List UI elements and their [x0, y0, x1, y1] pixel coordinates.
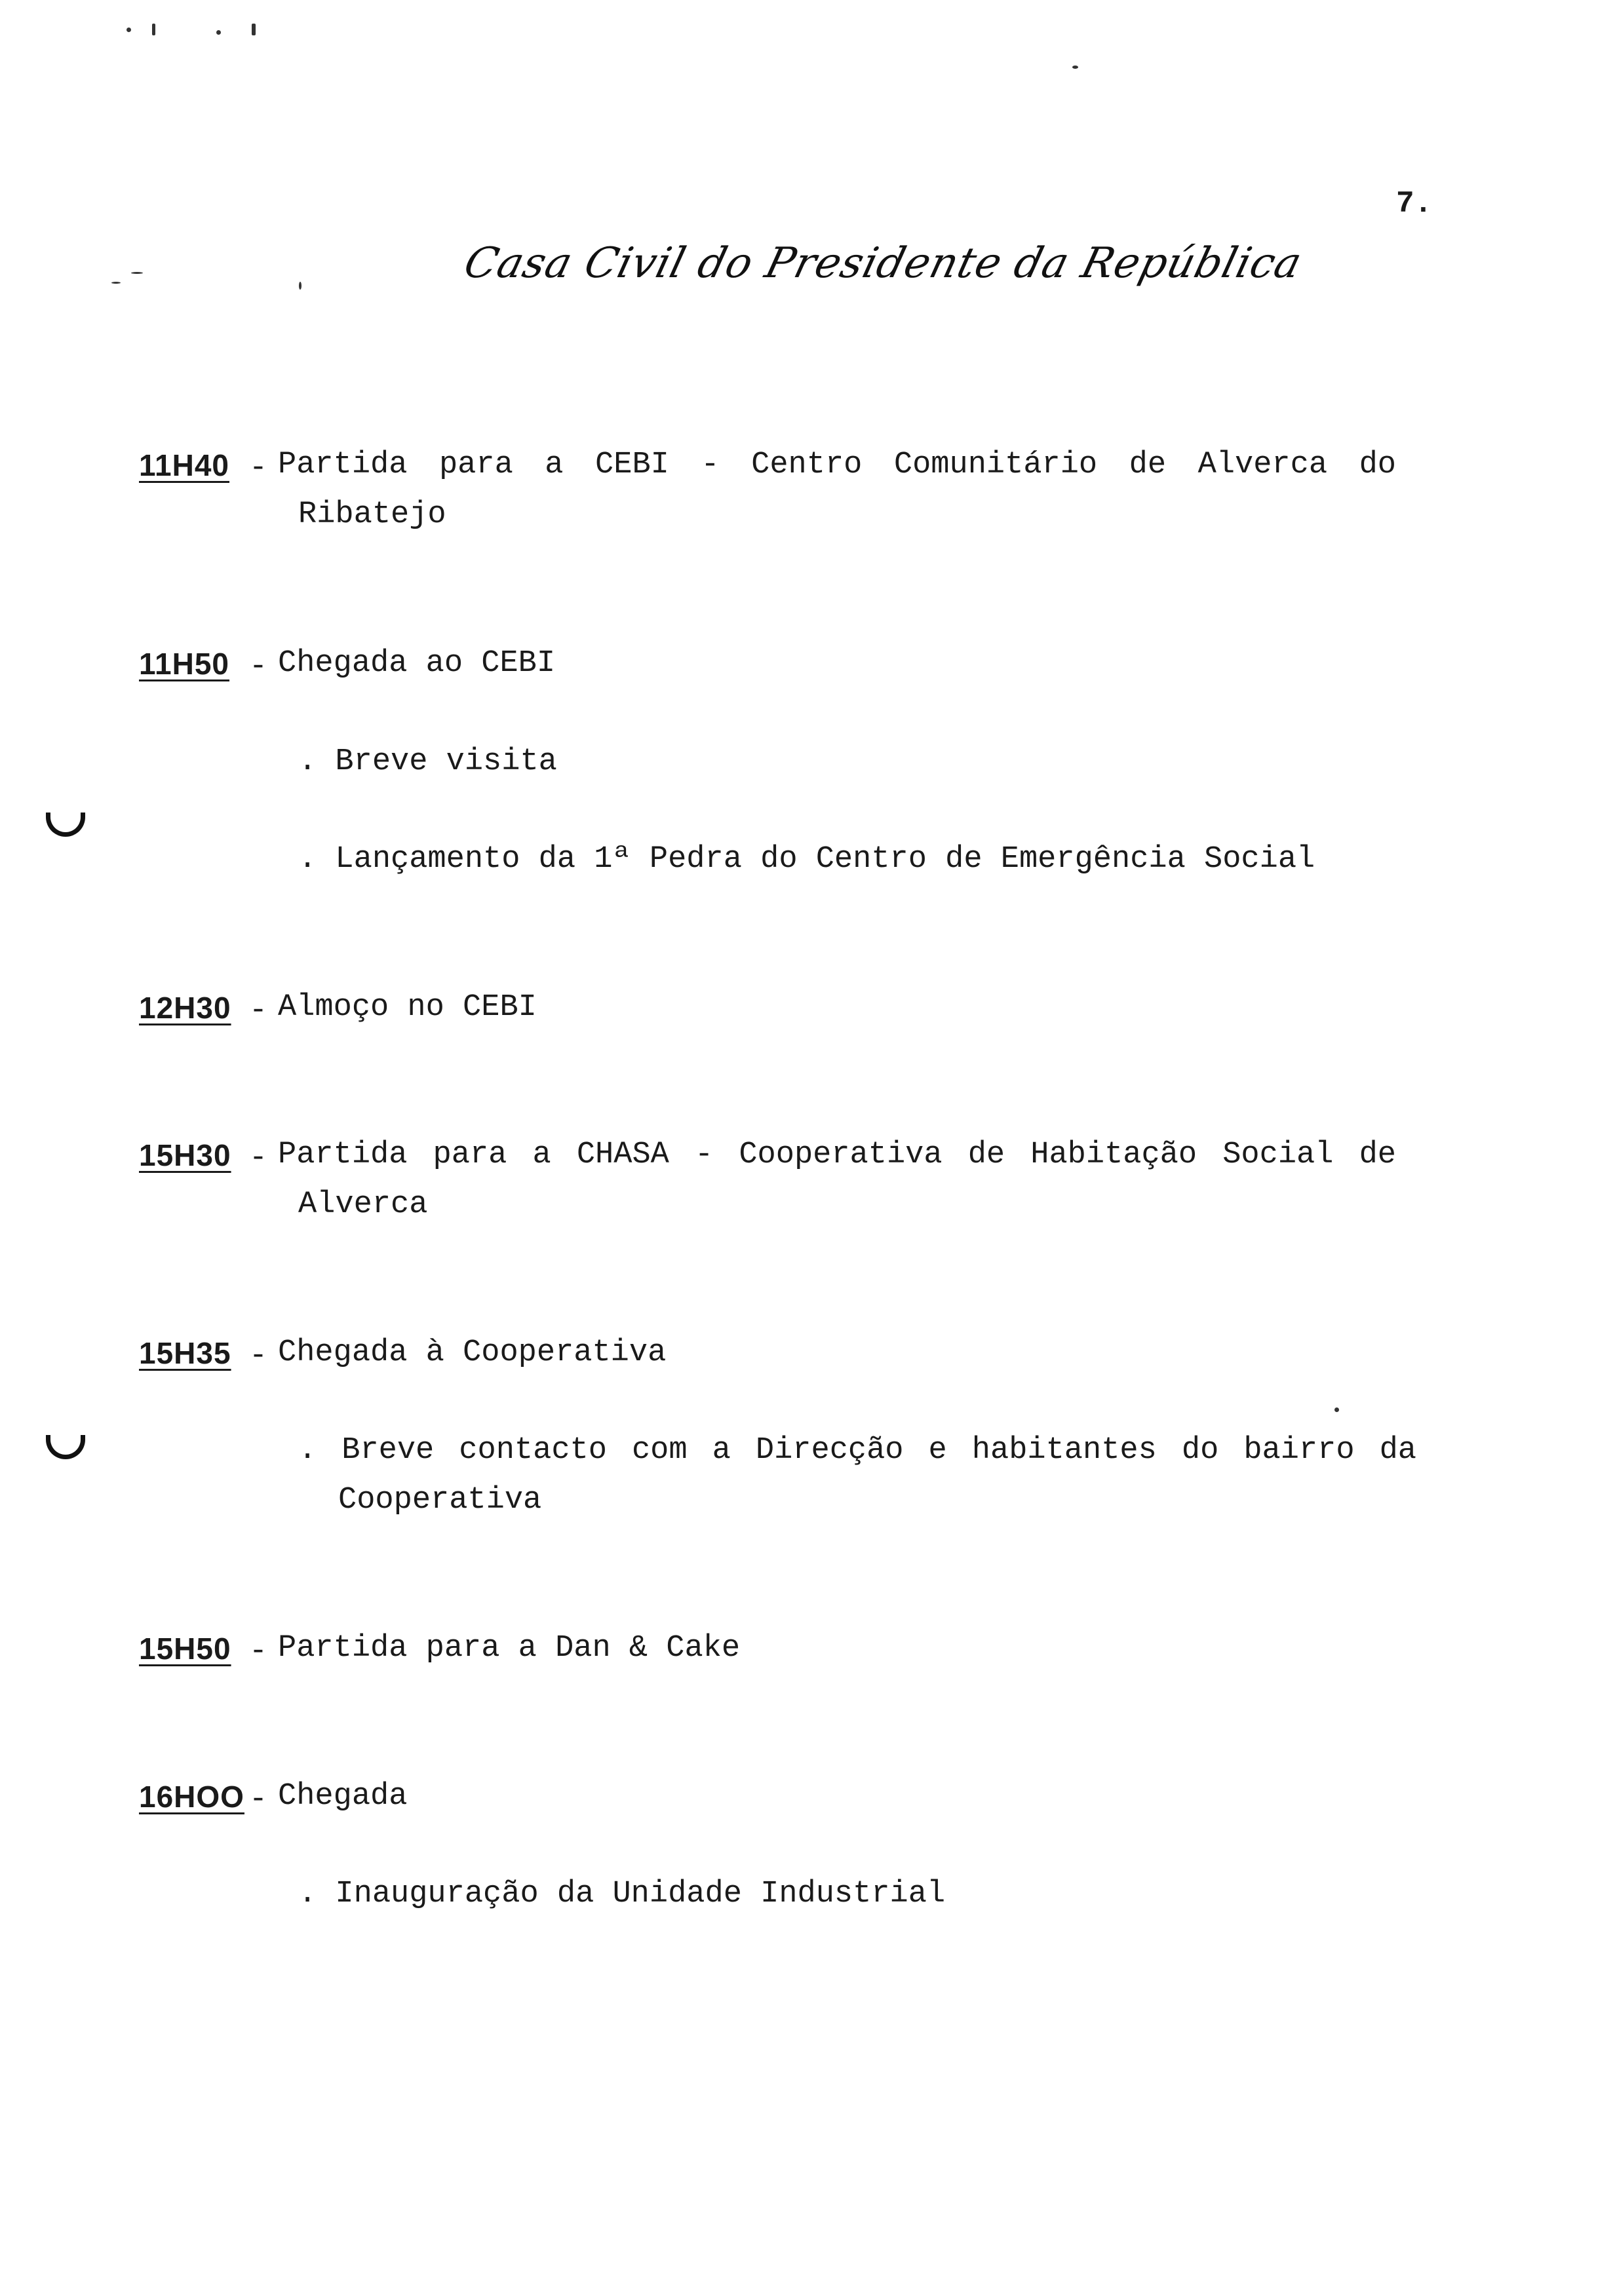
schedule-entry — [139, 440, 1396, 493]
schedule-entry — [139, 1772, 407, 1825]
entry-subitem: . Breve contacto com a Direcção e habitantes do bairro da — [298, 1433, 1416, 1468]
letterhead-text: Casa Civil do Presidente da República — [459, 239, 1307, 288]
entry-time: 12H30 — [139, 991, 231, 1025]
entry-description: Partida para a Dan & Cake — [278, 1631, 741, 1666]
scan-speck — [1334, 1407, 1339, 1412]
entry-time: 15H30 — [139, 1138, 231, 1172]
entry-subitem: . Inauguração da Unidade Industrial — [298, 1877, 946, 1911]
entry-subitem: . Lançamento da 1ª Pedra do Centro de Emergência Social — [298, 842, 1315, 877]
schedule-entry — [139, 1130, 1396, 1183]
page-number: 7. — [1396, 187, 1433, 221]
entry-separator: - — [248, 993, 268, 1028]
entry-description-continued: Alverca — [298, 1187, 428, 1222]
entry-subitem: . Breve visita — [298, 744, 557, 779]
entry-description: Chegada à Cooperativa — [278, 1335, 667, 1370]
scan-speck — [111, 282, 121, 284]
entry-description: Chegada — [278, 1779, 408, 1814]
entry-description: Chegada ao CEBI — [278, 646, 556, 681]
entry-time: 11H50 — [139, 647, 230, 681]
scan-speck — [252, 24, 256, 35]
entry-subitem-continued: Cooperativa — [338, 1483, 542, 1518]
entry-description: Partida para a CEBI - Centro Comunitário de Alverca do — [278, 448, 1396, 482]
schedule-entry — [139, 983, 537, 1036]
entry-separator: - — [248, 1141, 268, 1176]
entry-description-continued: Ribatejo — [298, 497, 446, 532]
entry-separator: - — [248, 1782, 268, 1817]
scan-speck — [126, 28, 131, 32]
scan-speck — [216, 30, 221, 35]
entry-description: Partida para a CHASA - Cooperativa de Habitação Social de — [278, 1138, 1396, 1172]
entry-separator: - — [248, 451, 268, 486]
scan-speck — [152, 24, 155, 35]
entry-time: 15H50 — [139, 1632, 231, 1666]
margin-punch-mark — [46, 813, 85, 837]
entry-separator: - — [248, 1339, 268, 1373]
entry-time: 15H35 — [139, 1336, 231, 1370]
entry-separator: - — [248, 649, 268, 684]
schedule-entry — [139, 1624, 740, 1677]
scan-speck — [131, 272, 143, 274]
scan-speck — [299, 282, 302, 290]
margin-punch-mark — [46, 1435, 85, 1459]
entry-time: 16HOO — [139, 1780, 244, 1814]
letterhead — [459, 239, 1307, 311]
entry-description: Almoço no CEBI — [278, 990, 537, 1025]
entry-time: 11H40 — [139, 448, 230, 482]
entry-separator: - — [248, 1634, 268, 1669]
scan-speck — [1072, 66, 1078, 69]
schedule-entry — [139, 639, 555, 692]
schedule-entry — [139, 1328, 666, 1381]
